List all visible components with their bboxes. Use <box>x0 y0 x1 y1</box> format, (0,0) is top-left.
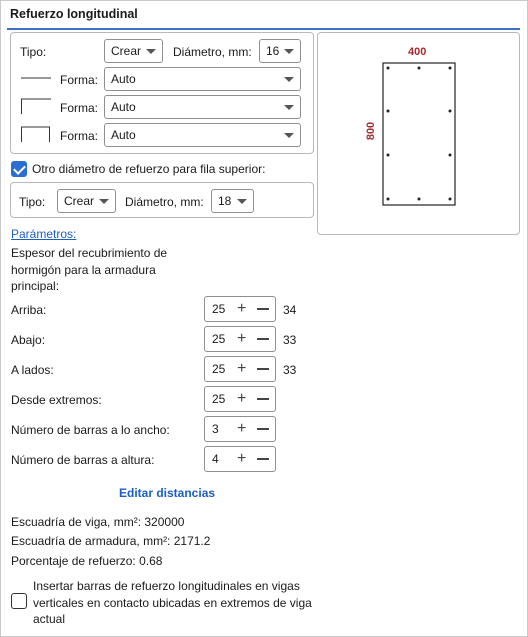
chevron-down-icon <box>146 49 156 54</box>
straight-bar-shape-icon <box>20 69 52 87</box>
hook-one-end-shape-icon <box>20 97 52 115</box>
chevron-down-icon <box>99 199 109 204</box>
minus-icon[interactable] <box>257 308 269 310</box>
tipo-value: Crear <box>111 44 142 58</box>
upper-diametro-value: 18 <box>218 194 232 208</box>
plus-icon[interactable]: + <box>237 450 247 467</box>
title-underline <box>7 28 520 30</box>
param-label-extremos: Desde extremos: <box>11 393 102 407</box>
extremos-stepper[interactable] <box>204 386 276 412</box>
minus-icon[interactable] <box>257 428 269 430</box>
insert-bars-checkbox[interactable] <box>11 593 27 609</box>
upper-row-diameter-checkbox[interactable] <box>11 161 27 177</box>
insert-bars-label: Insertar barras de refuerzo longitudinales en vigas verticales en contacto ubicadas en extremos de viga actual <box>33 579 312 626</box>
diametro-dropdown[interactable] <box>259 39 301 63</box>
minus-icon[interactable] <box>257 398 269 400</box>
forma-dropdown-straight[interactable] <box>104 67 301 91</box>
forma-label: Forma: <box>60 101 99 115</box>
diametro-value: 16 <box>266 44 280 58</box>
cover-description: Espesor del recubrimiento de hormigón para la armadura principal: <box>11 246 168 293</box>
abajo-stepper[interactable] <box>204 326 276 352</box>
forma-value: Auto <box>111 72 136 86</box>
upper-diametro-label: Diámetro, mm: <box>125 195 204 209</box>
forma-label: Forma: <box>60 73 99 87</box>
minus-icon[interactable] <box>257 368 269 370</box>
param-label-abajo: Abajo: <box>11 333 46 347</box>
plus-icon[interactable]: + <box>237 300 247 317</box>
main-bars-group <box>10 32 314 154</box>
section-preview <box>317 32 520 235</box>
stepper-value: 3 <box>212 422 219 436</box>
section-height-label: 800 <box>365 121 378 141</box>
upper-tipo-label: Tipo: <box>19 195 46 209</box>
minus-icon[interactable] <box>257 458 269 460</box>
param-label-bars-height: Número de barras a altura: <box>11 453 155 467</box>
bars-width-stepper[interactable] <box>204 416 276 442</box>
plus-icon[interactable]: + <box>237 390 247 407</box>
plus-icon[interactable]: + <box>237 420 247 437</box>
stepper-value: 25 <box>212 332 226 346</box>
lados-distance: 33 <box>283 363 297 377</box>
stepper-value: 25 <box>212 392 226 406</box>
upper-row-group <box>10 182 314 218</box>
param-label-bars-width: Número de barras a lo ancho: <box>11 423 170 437</box>
chevron-down-icon <box>284 49 294 54</box>
chevron-down-icon <box>284 105 294 110</box>
chevron-down-icon <box>284 77 294 82</box>
parametros-link[interactable]: Parámetros: <box>11 227 77 241</box>
edit-distances-button[interactable]: Editar distancias <box>119 486 216 500</box>
upper-tipo-value: Crear <box>64 194 95 208</box>
upper-row-diameter-label: Otro diámetro de refuerzo para fila superior: <box>32 162 266 176</box>
bars-height-stepper[interactable] <box>204 446 276 472</box>
param-label-arriba: Arriba: <box>11 303 47 317</box>
beam-section-area: Escuadría de viga, mm²: 320000 <box>11 515 185 529</box>
forma-label: Forma: <box>60 129 99 143</box>
stepper-value: 25 <box>212 362 226 376</box>
abajo-distance: 33 <box>283 333 297 347</box>
forma-value: Auto <box>111 128 136 142</box>
lados-stepper[interactable] <box>204 356 276 382</box>
forma-dropdown-hook-both[interactable] <box>104 123 301 147</box>
chevron-down-icon <box>237 199 247 204</box>
param-label-lados: A lados: <box>11 363 54 377</box>
stepper-value: 4 <box>212 452 219 466</box>
section-width-label: 400 <box>408 46 427 58</box>
reinforcement-area: Escuadría de armadura, mm²: 2171.2 <box>11 534 211 548</box>
panel-title: Refuerzo longitudinal <box>10 7 138 21</box>
arriba-stepper[interactable] <box>204 296 276 322</box>
reinforcement-percentage: Porcentaje de refuerzo: 0.68 <box>11 554 163 568</box>
hook-both-ends-shape-icon <box>20 125 52 143</box>
stepper-value: 25 <box>212 302 226 316</box>
minus-icon[interactable] <box>257 338 269 340</box>
forma-value: Auto <box>111 100 136 114</box>
upper-tipo-dropdown[interactable] <box>57 189 116 213</box>
tipo-label: Tipo: <box>20 45 47 59</box>
plus-icon[interactable]: + <box>237 360 247 377</box>
upper-diametro-dropdown[interactable] <box>211 189 254 213</box>
forma-dropdown-hook-one[interactable] <box>104 95 301 119</box>
tipo-dropdown[interactable] <box>104 39 163 63</box>
plus-icon[interactable]: + <box>237 330 247 347</box>
beam-section-drawing <box>318 33 519 234</box>
chevron-down-icon <box>284 133 294 138</box>
arriba-distance: 34 <box>283 303 297 317</box>
diametro-label: Diámetro, mm: <box>173 45 252 59</box>
